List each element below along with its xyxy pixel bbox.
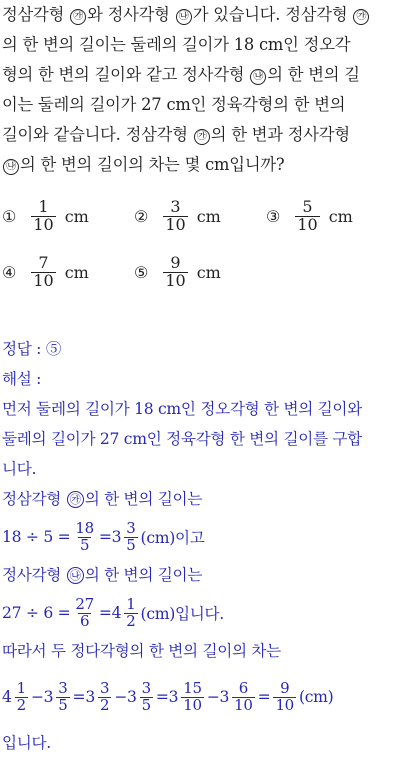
equals-sign: = xyxy=(98,604,112,622)
symbol-na: ㉯ xyxy=(250,69,266,85)
choice-5[interactable] xyxy=(134,244,221,300)
denominator: 5 xyxy=(141,695,151,714)
denominator: 6 xyxy=(80,611,90,630)
choice-fraction xyxy=(31,252,55,290)
heading-text: 정삼각형 xyxy=(2,490,66,508)
choice-unit: cm xyxy=(328,206,353,226)
fraction xyxy=(181,678,204,714)
choice-fraction xyxy=(295,196,319,234)
numerator: 15 xyxy=(183,678,202,697)
choice-row-2 xyxy=(2,244,398,300)
symbol-ga: ㉮ xyxy=(70,9,86,25)
symbol-ga: ㉮ xyxy=(67,491,84,508)
question-segment: 의 한 변의 길 xyxy=(267,65,360,84)
denominator: 10 xyxy=(165,214,186,234)
numerator: 1 xyxy=(16,678,26,697)
fraction xyxy=(98,678,111,714)
equals-sign: = xyxy=(72,688,86,706)
fraction xyxy=(73,518,96,554)
numerator: 3 xyxy=(126,518,136,537)
choice-unit: cm xyxy=(64,206,89,226)
question-line-5 xyxy=(2,120,398,150)
choice-unit: cm xyxy=(64,262,89,282)
denominator: 10 xyxy=(165,270,186,290)
whole-number: 3 xyxy=(43,688,54,706)
numerator: 27 xyxy=(75,594,94,613)
numerator: 18 xyxy=(75,518,94,537)
choice-number: ① xyxy=(2,206,17,226)
equation-triangle xyxy=(2,514,398,560)
whole-number: 3 xyxy=(126,688,137,706)
whole-number: 4 xyxy=(111,604,122,622)
question-segment: 형의 한 변의 길이와 같고 정사각형 xyxy=(2,65,250,84)
fraction xyxy=(15,678,28,714)
equation-text: 18 ÷ 5 = xyxy=(2,528,71,546)
choice-number: ④ xyxy=(2,262,17,282)
question-line-4 xyxy=(2,90,398,120)
symbol-ga: ㉮ xyxy=(194,129,210,145)
choice-unit: cm xyxy=(196,262,221,282)
explanation-text-2: 둘레의 길이가 27 cm인 정육각형 한 변의 길이를 구합 xyxy=(2,430,362,448)
choice-number: ② xyxy=(134,206,149,226)
whole-number: 4 xyxy=(2,688,12,706)
explanation-end: 입니다. xyxy=(2,734,51,752)
fraction xyxy=(273,678,296,714)
denominator: 2 xyxy=(16,695,26,714)
explanation-text-3: 니다. xyxy=(2,460,37,478)
numerator: 5 xyxy=(302,196,313,216)
equation-text: (cm) xyxy=(298,688,334,706)
question-segment: 가 있습니다. 정삼각형 xyxy=(192,5,353,24)
numerator: 3 xyxy=(141,678,151,697)
whole-number: 3 xyxy=(219,688,230,706)
numerator: 9 xyxy=(280,678,290,697)
whole-number: 3 xyxy=(111,528,122,546)
square-side-heading xyxy=(2,560,398,590)
denominator: 5 xyxy=(80,535,90,554)
minus-sign: − xyxy=(114,688,127,706)
numerator: 3 xyxy=(58,678,68,697)
question-segment: 정삼각형 xyxy=(2,5,70,24)
equation-text: 27 ÷ 6 = xyxy=(2,604,71,622)
difference-heading: 따라서 두 정다각형의 한 변의 길이의 차는 xyxy=(2,642,281,660)
answer-value: ⑤ xyxy=(45,340,62,358)
equals-sign: = xyxy=(257,688,271,706)
whole-number: 3 xyxy=(168,688,179,706)
denominator: 10 xyxy=(234,695,253,714)
fraction xyxy=(140,678,153,714)
equation-difference xyxy=(2,666,398,728)
numerator: 6 xyxy=(238,678,249,697)
triangle-side-heading xyxy=(2,484,398,514)
question-line-1 xyxy=(2,0,398,30)
question-text xyxy=(2,0,398,180)
question-segment: 의 한 변의 길이의 차는 몇 cm입니까? xyxy=(20,155,285,174)
explanation-label: 해설 : xyxy=(2,370,42,388)
equals-sign: = xyxy=(98,528,112,546)
answer-label: 정답 : xyxy=(2,340,42,358)
fraction xyxy=(124,594,137,630)
denominator: 10 xyxy=(183,695,202,714)
minus-sign: − xyxy=(206,688,220,706)
denominator: 10 xyxy=(33,270,54,290)
symbol-ga: ㉮ xyxy=(353,9,369,25)
equation-text: (cm)입니다. xyxy=(140,605,224,623)
numerator: 1 xyxy=(38,196,49,216)
fraction xyxy=(124,518,137,554)
equation-square xyxy=(2,590,398,636)
answer-choices xyxy=(2,188,398,300)
answer-line xyxy=(2,334,398,364)
fraction xyxy=(56,678,69,714)
question-line-6 xyxy=(2,150,398,180)
whole-number: 3 xyxy=(85,688,95,706)
choice-row-1 xyxy=(2,188,398,244)
numerator: 3 xyxy=(170,196,181,216)
choice-unit: cm xyxy=(196,206,221,226)
equation-text: (cm)이고 xyxy=(140,529,205,547)
choice-fraction xyxy=(163,252,187,290)
heading-text: 의 한 변의 길이는 xyxy=(84,490,203,508)
choice-number: ③ xyxy=(266,206,281,226)
choice-4[interactable] xyxy=(2,244,89,300)
denominator: 2 xyxy=(99,695,110,714)
question-segment: 의 한 변과 정사각형 xyxy=(210,125,350,144)
symbol-na: ㉯ xyxy=(176,9,192,25)
choice-3[interactable] xyxy=(266,188,353,244)
denominator: 10 xyxy=(297,214,318,234)
equals-sign: = xyxy=(155,688,169,706)
choice-fraction xyxy=(31,196,55,234)
minus-sign: − xyxy=(30,688,44,706)
denominator: 5 xyxy=(126,535,136,554)
numerator: 9 xyxy=(170,252,181,272)
numerator: 1 xyxy=(126,594,136,613)
choice-1[interactable] xyxy=(2,188,89,244)
question-segment: 길이와 같습니다. 정삼각형 xyxy=(2,125,193,144)
choice-number: ⑤ xyxy=(134,262,149,282)
question-segment: 의 한 변의 길이는 둘레의 길이가 18 cm인 정오각 xyxy=(2,35,351,54)
denominator: 10 xyxy=(275,695,294,714)
fraction xyxy=(73,594,96,630)
numerator: 3 xyxy=(99,678,110,697)
question-segment: 와 정사각형 xyxy=(87,5,175,24)
symbol-na: ㉯ xyxy=(67,567,84,584)
question-segment: 이는 둘레의 길이가 27 cm인 정육각형의 한 변의 xyxy=(2,95,346,114)
numerator: 7 xyxy=(38,252,49,272)
question-line-3 xyxy=(2,60,398,90)
heading-text: 정사각형 xyxy=(2,566,66,584)
question-line-2 xyxy=(2,30,398,60)
explanation-text-1: 먼저 둘레의 길이가 18 cm인 정오각형 한 변의 길이와 xyxy=(2,400,362,418)
choice-2[interactable] xyxy=(134,188,221,244)
fraction xyxy=(232,678,255,714)
answer-explanation xyxy=(2,334,398,758)
choice-fraction xyxy=(163,196,187,234)
denominator: 2 xyxy=(126,611,136,630)
symbol-na: ㉯ xyxy=(3,159,19,175)
denominator: 10 xyxy=(33,214,54,234)
denominator: 5 xyxy=(58,695,68,714)
heading-text: 의 한 변의 길이는 xyxy=(84,566,203,584)
